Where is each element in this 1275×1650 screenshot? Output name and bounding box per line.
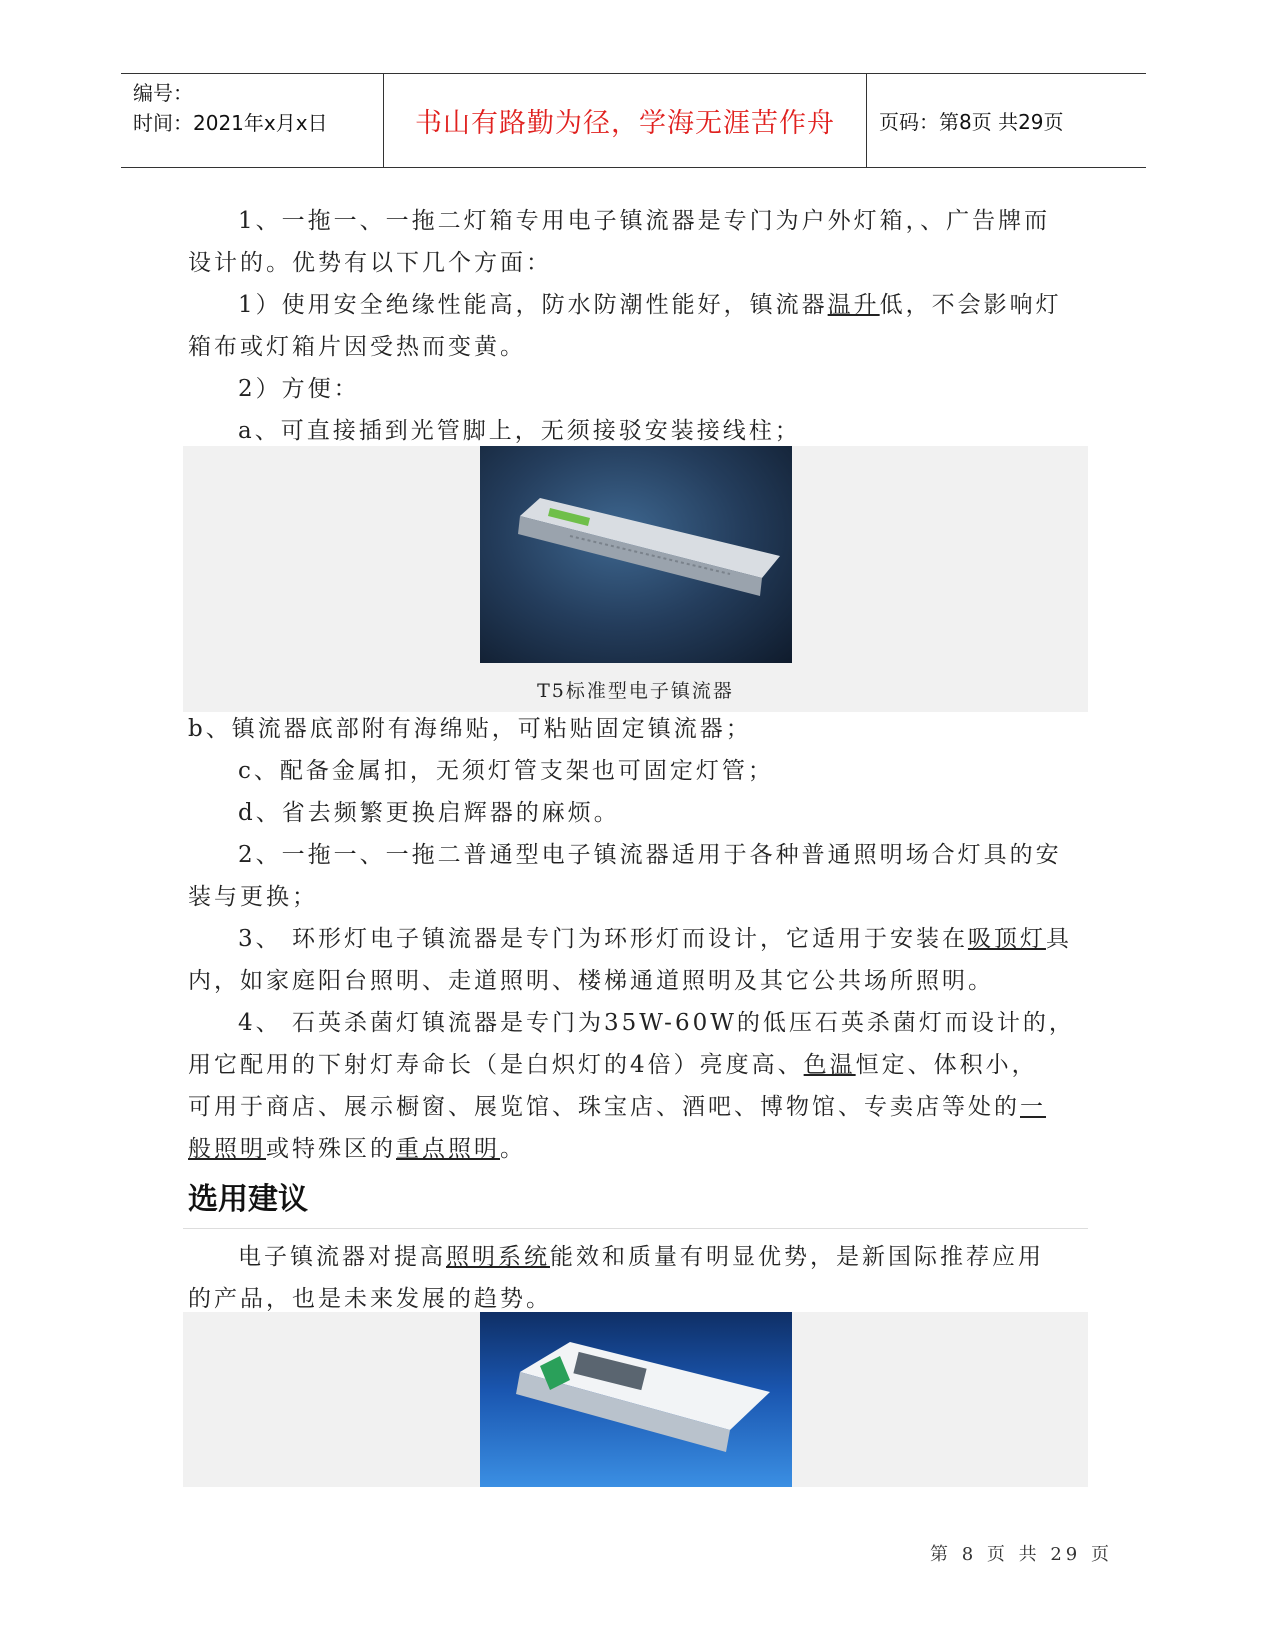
figure-1: [183, 446, 1088, 712]
figure-2: [183, 1312, 1088, 1487]
text-segment: 或特殊区的: [266, 1136, 396, 1162]
link-general-lighting-part1[interactable]: 一: [1020, 1094, 1046, 1120]
text-segment: 具: [1045, 926, 1072, 952]
paragraph-5: b、镇流器底部附有海绵贴，可粘贴固定镇流器；: [188, 716, 752, 742]
paragraph-2-line-2: 箱布或灯箱片因受热而变黄。: [188, 334, 526, 360]
paragraph-1-line-1: 1、一拖一、一拖二灯箱专用电子镇流器是专门为户外灯箱，、广告牌而: [238, 208, 1051, 234]
text-segment: 用它配用的下射灯寿命长（是白炽灯的4倍）亮度高、: [188, 1052, 804, 1078]
text-segment: 恒定、体积小，: [855, 1052, 1038, 1078]
header-page-number: 页码：第8页 共29页: [879, 110, 1064, 134]
text-segment: 。: [500, 1136, 526, 1162]
link-ceiling-lamp[interactable]: 吸顶灯: [967, 926, 1046, 952]
paragraph-2-line-1: [188, 284, 1088, 326]
paragraph-10-line-3: [188, 1086, 1088, 1128]
text-segment: 电子镇流器对提高: [238, 1244, 446, 1270]
ballast-illustration-2: [480, 1312, 792, 1487]
body-text: [188, 200, 1088, 452]
text-segment: 1）使用安全绝缘性能高，防水防潮性能好，镇流器: [238, 292, 828, 318]
link-accent-lighting[interactable]: 重点照明: [396, 1136, 500, 1162]
paragraph-4: a、可直接插到光管脚上，无须接驳安装接线柱；: [238, 418, 801, 444]
section-divider: [183, 1228, 1088, 1229]
link-temperature-rise[interactable]: 温升: [827, 292, 880, 318]
paragraph-1-line-2: 设计的。优势有以下几个方面：: [188, 250, 552, 276]
document-number-label: 编号：: [133, 81, 193, 105]
text-segment: 3、 环形灯电子镇流器是专门为环形灯而设计，它适用于安装在: [238, 926, 968, 952]
paragraph-7: d、省去频繁更换启辉器的麻烦。: [238, 800, 620, 826]
link-general-lighting-part2[interactable]: 般照明: [188, 1136, 266, 1162]
paragraph-9-line-2: 内，如家庭阳台照明、走道照明、楼梯通道照明及其它公共场所照明。: [188, 968, 994, 994]
paragraph-6: c、配备金属扣，无须灯管支架也可固定灯管；: [238, 758, 774, 784]
link-lighting-system[interactable]: 照明系统: [446, 1244, 550, 1270]
document-time: 时间：2021年x月x日: [133, 111, 328, 135]
paragraph-3: 2）方便：: [238, 376, 360, 402]
text-segment: 可用于商店、展示橱窗、展览馆、珠宝店、酒吧、博物馆、专卖店等处的: [188, 1094, 1020, 1120]
link-color-temperature[interactable]: 色温: [803, 1052, 856, 1078]
text-segment: 能效和质量有明显优势，是新国际推荐应用: [550, 1244, 1044, 1270]
header-motto: 书山有路勤为径，学海无涯苦作舟: [383, 74, 867, 167]
paragraph-9-line-1: [188, 918, 1088, 960]
ballast-photo-blue: [480, 1312, 792, 1487]
figure-1-caption: T5标准型电子镇流器: [537, 680, 734, 702]
text-segment: 低，不会影响灯: [879, 292, 1062, 318]
paragraph-8-line-2: 装与更换；: [188, 884, 318, 910]
paragraph-10-line-4: [188, 1128, 1088, 1170]
section-title: 选用建议: [188, 1182, 308, 1217]
ballast-illustration: [480, 446, 792, 663]
page-header: [121, 73, 1146, 168]
paragraph-10-line-2: [188, 1044, 1088, 1086]
header-meta: [121, 74, 383, 167]
paragraph-10-line-1: 4、 石英杀菌灯镇流器是专门为35W-60W的低压石英杀菌灯而设计的，: [238, 1010, 1075, 1036]
paragraph-8-line-1: 2、一拖一、一拖二普通型电子镇流器适用于各种普通照明场合灯具的安: [238, 842, 1062, 868]
section-body: [188, 1236, 1088, 1320]
ballast-photo-t5: [480, 446, 792, 663]
section-paragraph-line-1: [188, 1236, 1088, 1278]
body-text-continued: [188, 708, 1088, 1170]
section-paragraph-line-2: 的产品，也是未来发展的趋势。: [188, 1286, 552, 1312]
page-footer: 第 8 页 共 29 页: [930, 1544, 1113, 1565]
